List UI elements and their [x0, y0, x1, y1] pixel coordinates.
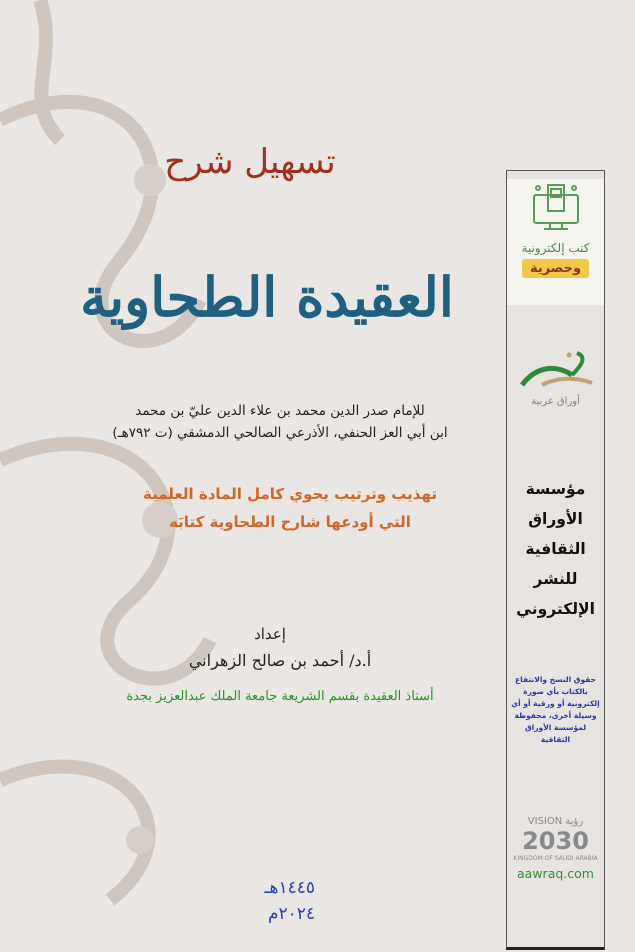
vision-2030-logo [507, 816, 604, 862]
awraq-logo-icon [507, 345, 604, 395]
website-link[interactable]: aawraq.com [517, 866, 594, 881]
date-gregorian: ٢٠٢٤م [267, 904, 315, 924]
preparer-affiliation: أستاذ العقيدة بقسم الشريعة جامعة الملك عبدالعزيز بجدة [126, 689, 434, 704]
prepared-by-label: إعداد [254, 625, 286, 643]
book-subtitle: تسهيل شرح [164, 142, 336, 182]
publisher-line: الأوراق [528, 510, 583, 528]
publisher-name [507, 474, 604, 624]
publisher-line: الإلكتروني [516, 600, 595, 618]
vision-year: 2030 [522, 827, 589, 855]
date-hijri: ١٤٤٥هـ [264, 878, 315, 898]
logo-text: أوراق عربية [531, 396, 580, 407]
author-line-2: ابن أبي العز الحنفي، الأذرعي الصالحي الدمشقي (ت ٧٩٢هـ) [112, 425, 448, 441]
badge-highlight: وحصرية [522, 259, 589, 278]
vision-subtitle: KINGDOM OF SAUDI ARABIA [513, 855, 598, 862]
publisher-line: للنشر [533, 570, 578, 588]
book-title: العقيدة الطحاوية [80, 265, 454, 329]
description-line-2: التي أودعها شارح الطحاوية كتابَه [169, 513, 411, 531]
computer-book-icon [526, 179, 586, 239]
ebook-badge [507, 179, 604, 305]
publisher-sidebar [506, 170, 605, 950]
description-line-1: تهذيب وترتيب يحوي كامل المادة العلمية [142, 485, 438, 503]
publisher-line: مؤسسة [525, 480, 586, 498]
copyright-notice: حقوق النسخ والانتفاع بالكتاب بأي صورة إلكترونية أو ورقية أو أي وسيلة أخرى، محفوظة لمؤسسة الأوراق الثقافية [511, 675, 600, 744]
preparer-name: أ.د/ أحمد بن صالح الزهراني [188, 651, 372, 670]
vision-label: VISION رؤية [527, 816, 584, 827]
badge-text: كتب إلكترونية [521, 241, 590, 255]
publisher-line: الثقافية [525, 540, 586, 558]
author-line-1: للإمام صدر الدين محمد بن علاء الدين عليّ بن محمد [135, 403, 425, 419]
